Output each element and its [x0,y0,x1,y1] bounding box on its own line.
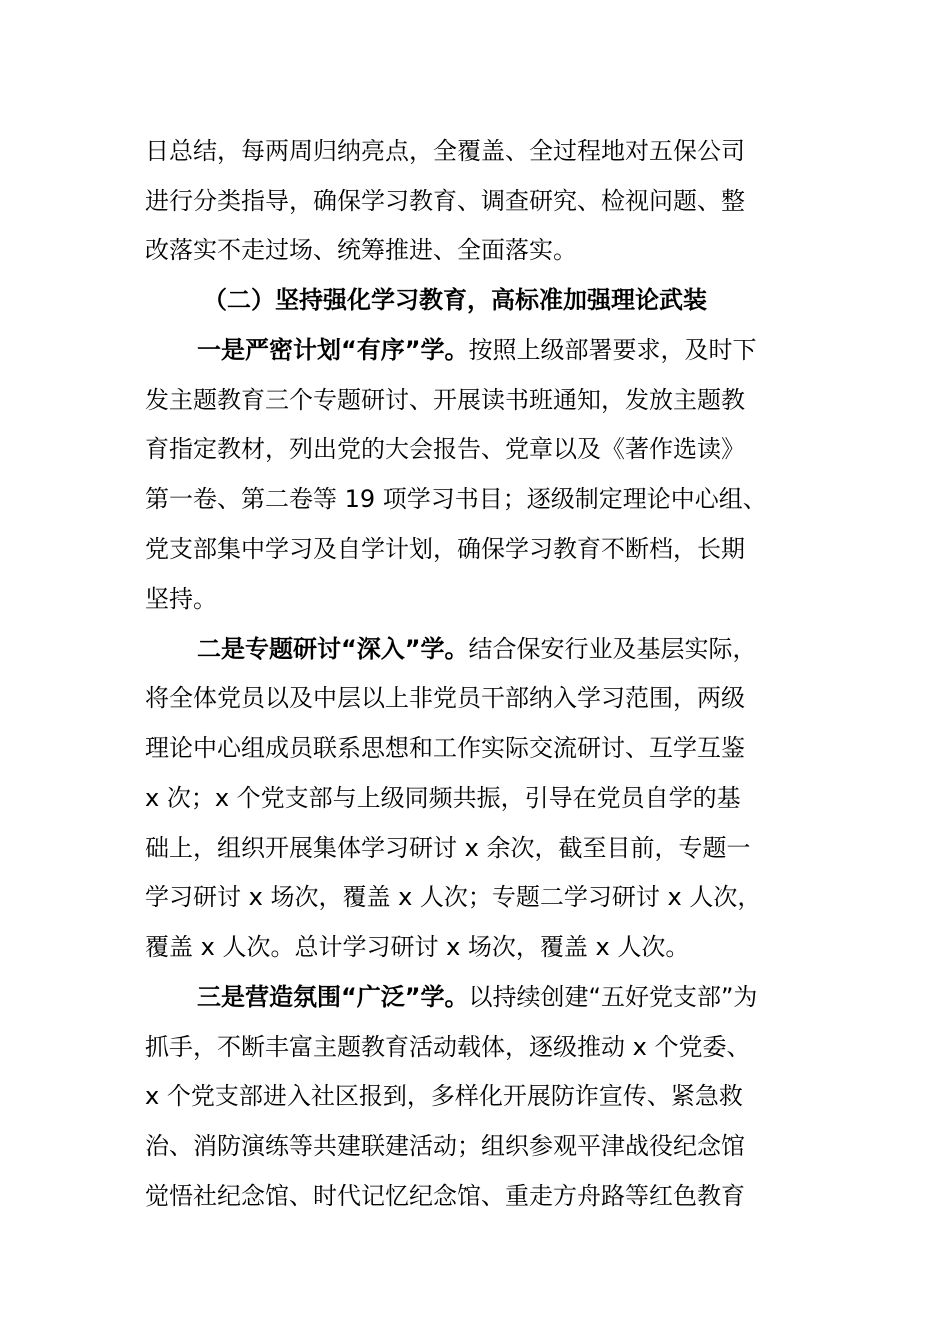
body-text-line: 育指定教材，列出党的大会报告、党章以及《著作选读》 [145,435,745,463]
body-text-line: 坚持。 [145,585,217,613]
body-text-line: 党支部集中学习及自学计划，确保学习教育不断档，长期 [145,535,745,563]
body-text-line: 改落实不走过场、统筹推进、全面落实。 [145,236,577,264]
section-heading: （二）坚持强化学习教育，高标准加强理论武装 [203,286,707,314]
body-text-line: 治、消防演练等共建联建活动；组织参观平津战役纪念馆 [145,1132,745,1160]
paragraph-text: 以持续创建“五好党支部”为 [468,983,758,1011]
body-text-line: x 个党支部进入社区报到，多样化开展防诈宣传、紧急救 [145,1082,743,1110]
paragraph-lead: 一是严密计划“有序”学。 [197,336,469,364]
body-text-line: 第一卷、第二卷等 19 项学习书目；逐级制定理论中心组、 [145,485,767,513]
paragraph-text: 按照上级部署要求，及时下 [468,336,757,364]
body-text-line: 理论中心组成员联系思想和工作实际交流研讨、互学互鉴 [145,734,745,762]
body-text-line: 将全体党员以及中层以上非党员干部纳入学习范围，两级 [145,684,745,712]
body-text-line: 日总结，每两周归纳亮点，全覆盖、全过程地对五保公司 [145,137,745,165]
body-text-line: 发主题教育三个专题研讨、开展读书班通知，发放主题教 [145,386,745,414]
body-text-line: 础上，组织开展集体学习研讨 x 余次，截至目前，专题一 [145,834,751,862]
body-text-line: 抓手，不断丰富主题教育活动载体，逐级推动 x 个党委、 [145,1033,751,1061]
paragraph-first-line [197,979,757,1015]
paragraph-lead: 二是专题研讨“深入”学。 [197,635,469,663]
body-text-line: x 次；x 个党支部与上级同频共振，引导在党员自学的基 [145,784,741,812]
body-text-line: 学习研讨 x 场次，覆盖 x 人次；专题二学习研讨 x 人次， [145,883,762,911]
paragraph-lead: 三是营造氛围“广泛”学。 [197,983,469,1011]
body-text-line: 进行分类指导，确保学习教育、调查研究、检视问题、整 [145,187,745,215]
body-text-line: 觉悟社纪念馆、时代记忆纪念馆、重走方舟路等红色教育 [145,1182,745,1210]
paragraph-first-line [197,631,757,667]
paragraph-first-line [197,332,757,368]
paragraph-text: 结合保安行业及基层实际， [468,635,757,663]
body-text-line: 覆盖 x 人次。总计学习研讨 x 场次，覆盖 x 人次。 [145,933,690,961]
